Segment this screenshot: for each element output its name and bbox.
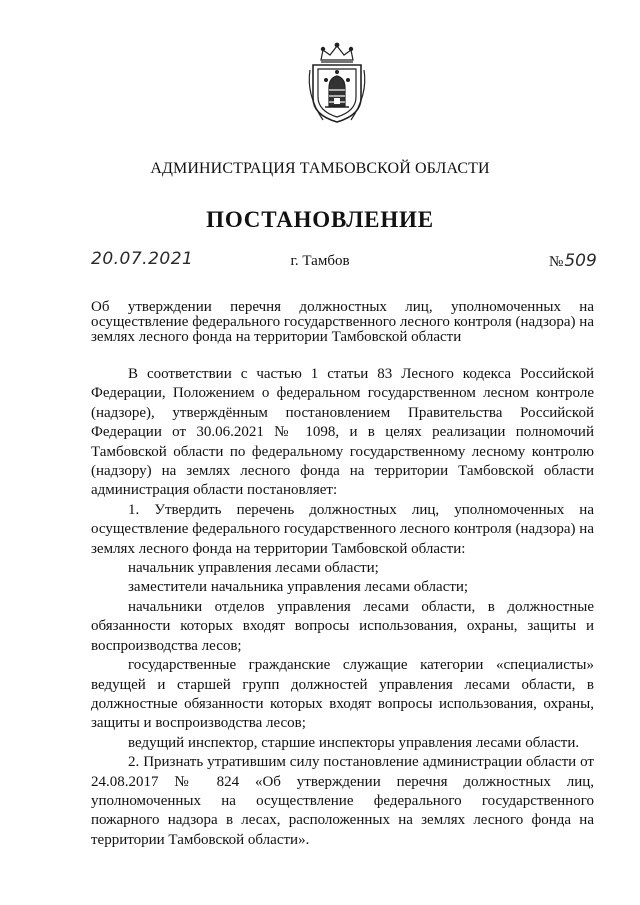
tambov-coat-of-arms-emblem	[303, 40, 371, 126]
document-date: 20.07.2021	[91, 249, 194, 269]
number-value: 509	[564, 251, 597, 271]
list-item: государственные гражданские служащие категории «специалисты» ведущей и старшей групп должностей управления лесами области, в должностные обязанности которых входят вопросы использования, охраны, защиты и воспроизводства лесов;	[91, 657, 594, 732]
document-number	[549, 251, 597, 271]
agency-name: АДМИНИСТРАЦИЯ ТАМБОВСКОЙ ОБЛАСТИ	[150, 160, 490, 177]
preamble-paragraph: В соответствии с частью 1 статьи 83 Лесного кодекса Российской Федерации, Положением о федеральном государственном лесном контроле (надзоре), утверждённым постановлением Правительства Российской Федерации от 30.06.2021 № 1098, и в целях реализации полномочий Тамбовской области по федеральному государственному лесному контролю (надзору) на землях лесного фонда на территории Тамбовской области администрация области постановляет:	[91, 366, 594, 499]
list-item: начальник управления лесами области;	[128, 560, 379, 577]
document-title: ПОСТАНОВЛЕНИЕ	[206, 207, 434, 232]
list-item: заместители начальника управления лесами области;	[128, 579, 469, 596]
number-prefix: №	[549, 254, 564, 270]
document-body	[91, 365, 594, 850]
list-item: начальники отделов управления лесами области, в должностные обязанности которых входят вопросы использования, охраны, защиты и воспроизводства лесов;	[91, 598, 594, 654]
clause-1-paragraph: 1. Утвердить перечень должностных лиц, уполномоченных на осуществление федерального государственного лесного контроля (надзора) на землях лесного фонда на территории Тамбовской области:	[91, 501, 594, 557]
clause-2-paragraph: 2. Признать утратившим силу постановление администрации области от 24.08.2017 № 824 «Об утверждении перечня должностных лиц, уполномоченных на осуществление федерального государственного пожарного надзора в лесах, расположенных на землях лесного фонда на территории Тамбовской области».	[91, 754, 594, 848]
document-subject: Об утверждении перечня должностных лиц, уполномоченных на осуществление федерального государственного лесного контроля (надзора) на землях лесного фонда на территории Тамбовской области	[91, 299, 594, 345]
list-item: ведущий инспектор, старшие инспекторы управления лесами области.	[128, 734, 580, 751]
city: г. Тамбов	[290, 253, 350, 269]
